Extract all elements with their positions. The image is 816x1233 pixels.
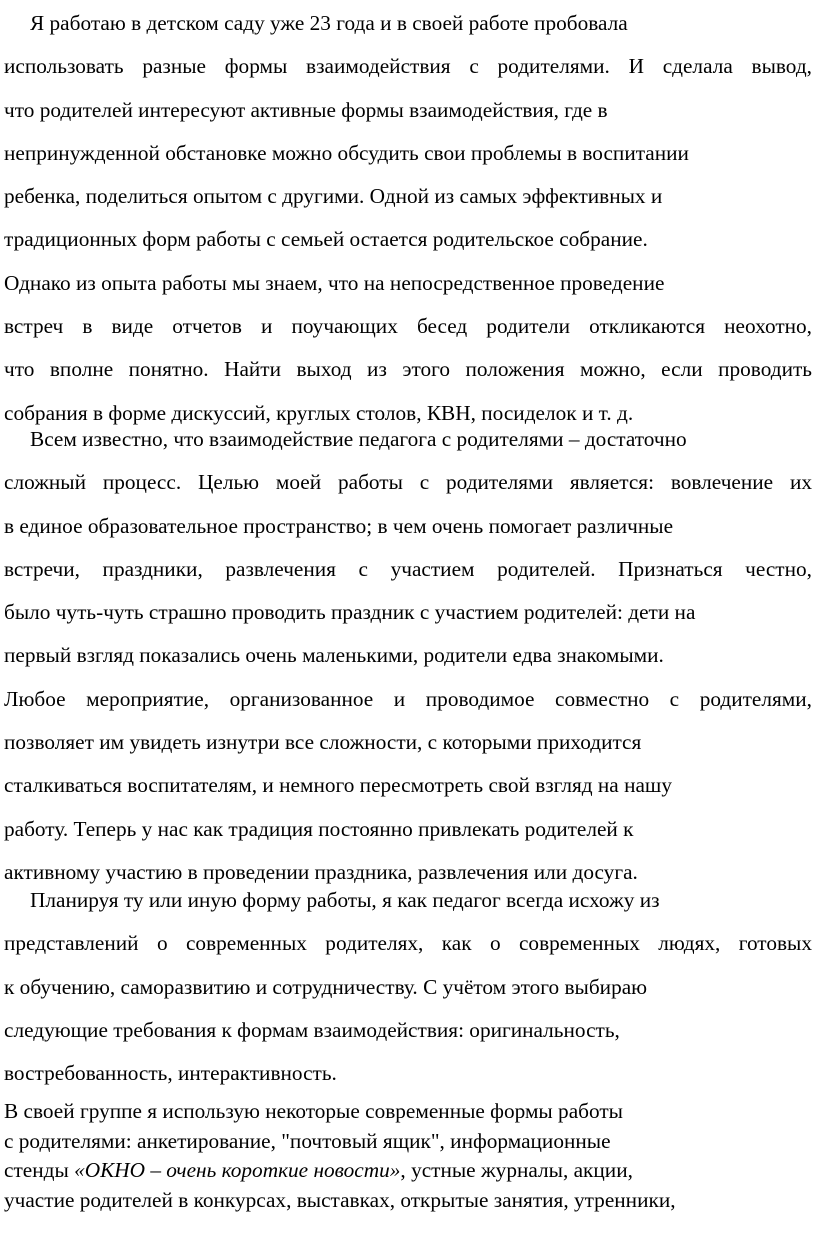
text-line: представлений о современных родителях, как о современных людях, готовых [4, 931, 812, 956]
text-line: сложный процесс. Целью моей работы с родителями является: вовлечение их [4, 470, 812, 495]
text-line: активному участию в проведении праздника, развлечения или досуга. [4, 859, 638, 884]
text-line: в единое образовательное пространство; в чем очень помогает различные [4, 513, 674, 538]
text-line: непринужденной обстановке можно обсудить свои проблемы в воспитании [4, 140, 689, 165]
text-line: работу. Теперь у нас как традиция постоянно привлекать родителей к [4, 816, 634, 841]
text-line: первый взгляд показались очень маленькими, родители едва знакомыми. [4, 643, 664, 668]
text-line: традиционных форм работы с семьей остается родительское собрание. [4, 227, 648, 252]
text-segment: стенды [4, 1158, 75, 1183]
text-line: с родителями: анкетирование, "почтовый ящик", информационные [4, 1128, 611, 1153]
text-line: Всем известно, что взаимодействие педагога с родителями – достаточно [30, 427, 687, 451]
text-line: Планируя ту или иную форму работы, я как педагог всегда исхожу из [30, 888, 660, 912]
text-line: ребенка, поделиться опытом с другими. Одной из самых эффективных и [4, 184, 663, 209]
text-line: Я работаю в детском саду уже 23 года и в своей работе пробовала [30, 11, 628, 35]
text-line: В своей группе я использую некоторые современные формы работы [4, 1099, 623, 1123]
text-line: было чуть-чуть страшно проводить праздник с участием родителей: дети на [4, 600, 696, 625]
text-line: собрания в форме дискуссий, круглых столов, КВН, посиделок и т. д. [4, 400, 634, 425]
paragraph-3 [4, 879, 812, 1095]
text-line [4, 1156, 812, 1186]
paragraph-4 [4, 1097, 812, 1216]
text-line: встреч в виде отчетов и поучающих бесед родители откликаются неохотно, [4, 314, 812, 339]
text-line: сталкиваться воспитателям, и немного пересмотреть свой взгляд на нашу [4, 773, 672, 798]
text-line: позволяет им увидеть изнутри все сложности, с которыми приходится [4, 730, 642, 755]
text-line: к обучению, саморазвитию и сотрудничеству. С учётом этого выбираю [4, 974, 648, 999]
paragraph-2 [4, 418, 812, 894]
paragraph-1 [4, 2, 812, 435]
text-line: Однако из опыта работы мы знаем, что на непосредственное проведение [4, 270, 665, 295]
italic-title: «ОКНО – очень короткие новости» [74, 1158, 401, 1183]
text-line: востребованность, интерактивность. [4, 1061, 337, 1086]
text-line: следующие требования к формам взаимодействия: оригинальность, [4, 1017, 620, 1042]
text-line: Любое мероприятие, организованное и проводимое совместно с родителями, [4, 686, 812, 711]
text-line: использовать разные формы взаимодействия с родителями. И сделала вывод, [4, 54, 812, 79]
text-line: встречи, праздники, развлечения с участием родителей. Признаться честно, [4, 556, 812, 581]
text-segment: , устные журналы, акции, [400, 1158, 633, 1183]
text-line: что вполне понятно. Найти выход из этого положения можно, если проводить [4, 357, 812, 382]
text-line: что родителей интересуют активные формы взаимодействия, где в [4, 97, 608, 122]
text-line: участие родителей в конкурсах, выставках, открытые занятия, утренники, [4, 1188, 676, 1213]
